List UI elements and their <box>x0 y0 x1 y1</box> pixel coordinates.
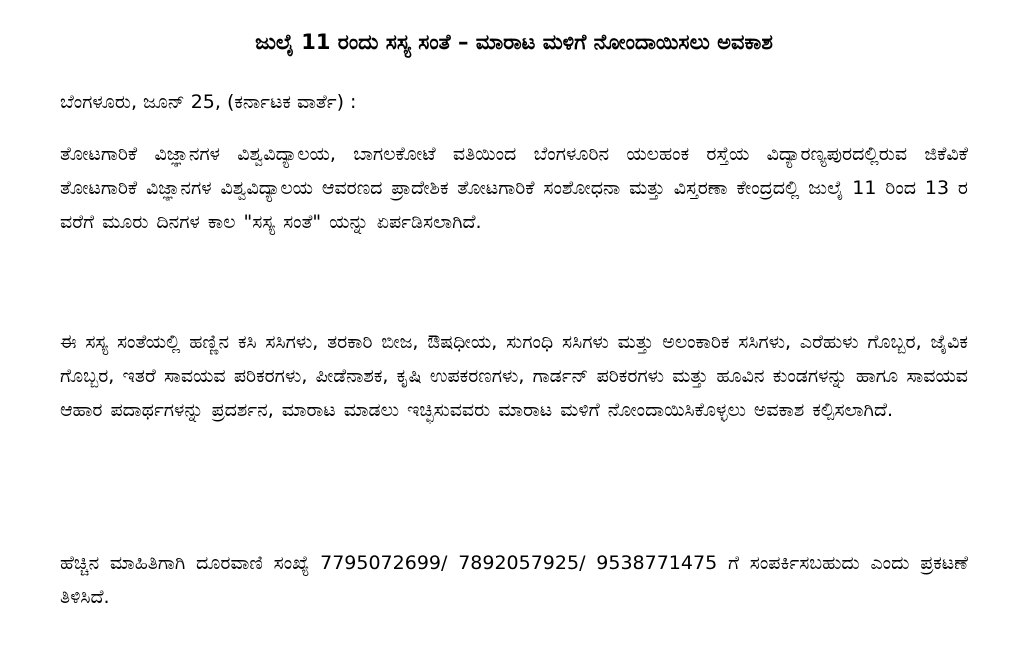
paragraph-event-announcement: ತೋಟಗಾರಿಕೆ ವಿಜ್ಞಾನಗಳ ವಿಶ್ವವಿದ್ಯಾಲಯ, ಬಾಗಲಕೋಟೆ ವತಿಯಿಂದ ಬೆಂಗಳೂರಿನ ಯಲಹಂಕ ರಸ್ತೆಯ ವಿದ್ಯಾರಣ್ಯಪುರದಲ್ಲಿರುವ ಜಿಕೆವಿಕೆ ತೋಟಗಾರಿಕೆ ವಿಜ್ಞಾನಗಳ ವಿಶ್ವವಿದ್ಯಾಲಯ ಆವರಣದ ಪ್ರಾದೇಶಿಕ ತೋಟಗಾರಿಕೆ ಸಂಶೋಧನಾ ಮತ್ತು ವಿಸ್ತರಣಾ ಕೇಂದ್ರದಲ್ಲಿ ಜುಲೈ 11 ರಿಂದ 13 ರ ವರೆಗೆ ಮೂರು ದಿನಗಳ ಕಾಲ "ಸಸ್ಯ ಸಂತೆ" ಯನ್ನು ಏರ್ಪಡಿಸಲಾಗಿದೆ. <box>60 143 968 233</box>
dateline: ಬೆಂಗಳೂರು, ಜೂನ್ 25, (ಕರ್ನಾಟಕ ವಾರ್ತೆ) : <box>60 91 357 113</box>
press-release-title: ಜುಲೈ 11 ರಂದು ಸಸ್ಯ ಸಂತೆ – ಮಾರಾಟ ಮಳಿಗೆ ನೋಂದಾಯಿಸಲು ಅವಕಾಶ <box>255 30 773 54</box>
paragraph-contact-numbers: ಹೆಚ್ಚಿನ ಮಾಹಿತಿಗಾಗಿ ದೂರವಾಣಿ ಸಂಖ್ಯೆ 7795072699/ 7892057925/ 9538771475 ಗೆ ಸಂಪರ್ಕಿಸಬಹುದು ಎಂದು ಪ್ರಕಟಣೆ ತಿಳಿಸಿದೆ. <box>60 552 968 608</box>
paragraph-stall-registration: ಈ ಸಸ್ಯ ಸಂತೆಯಲ್ಲಿ ಹಣ್ಣಿನ ಕಸಿ ಸಸಿಗಳು, ತರಕಾರಿ ಬೀಜ, ಔಷಧೀಯ, ಸುಗಂಧಿ ಸಸಿಗಳು ಮತ್ತು ಅಲಂಕಾರಿಕ ಸಸಿಗಳು, ಎರೆಹುಳು ಗೊಬ್ಬರ, ಜೈವಿಕ ಗೊಬ್ಬರ, ಇತರೆ ಸಾವಯವ ಪರಿಕರಗಳು, ಪೀಡೆನಾಶಕ, ಕೃಷಿ ಉಪಕರಣಗಳು, ಗಾರ್ಡನ್ ಪರಿಕರಗಳು ಮತ್ತು ಹೂವಿನ ಕುಂಡಗಳನ್ನು ಹಾಗೂ ಸಾವಯವ ಆಹಾರ ಪದಾರ್ಥಗಳನ್ನು ಪ್ರದರ್ಶನ, ಮಾರಾಟ ಮಾಡಲು ಇಚ್ಛಿಸುವವರು ಮಾರಾಟ ಮಳಿಗೆ ನೋಂದಾಯಿಸಿಕೊಳ್ಳಲು ಅವಕಾಶ ಕಲ್ಪಿಸಲಾಗಿದೆ. <box>60 331 968 421</box>
